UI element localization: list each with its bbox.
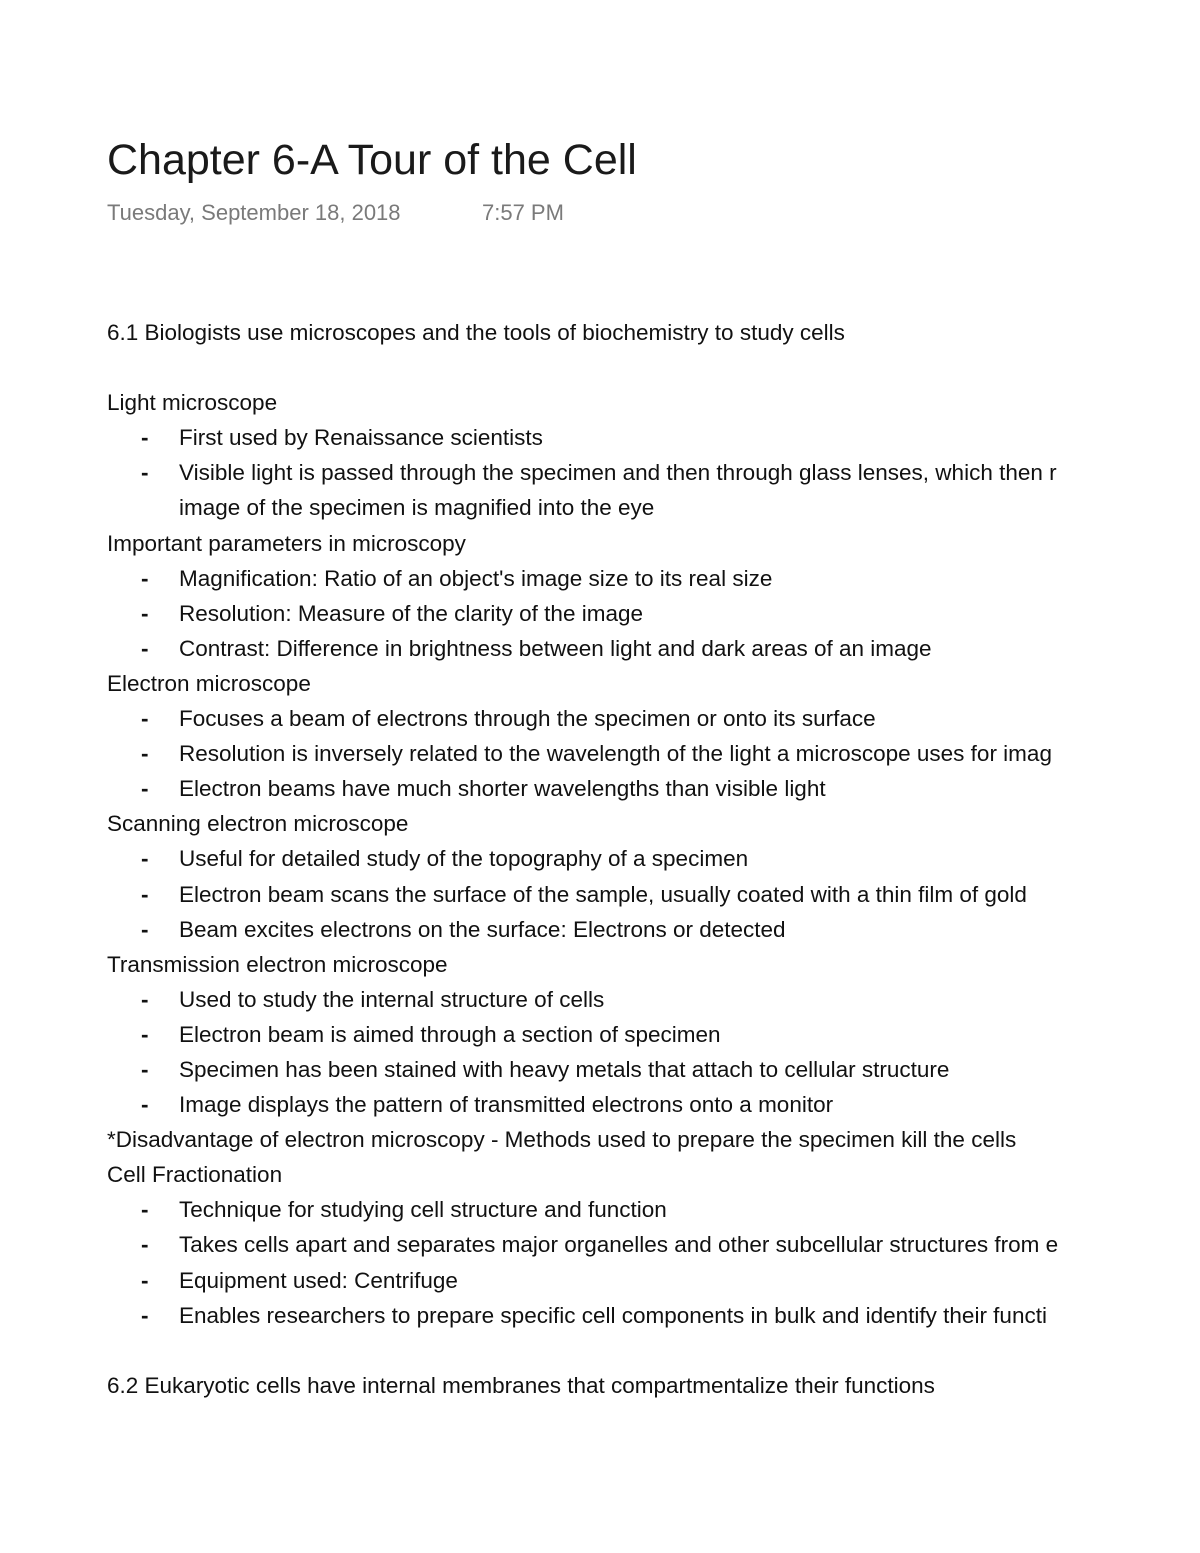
page-metadata (107, 198, 564, 228)
bullet-item (107, 1263, 1200, 1298)
bullet-item (107, 1087, 1200, 1122)
bullet-item (107, 455, 1200, 490)
bullet-item (107, 1017, 1200, 1052)
bullet-text: Resolution is inversely related to the wavelength of the light a microscope uses for imag (179, 741, 1052, 767)
bullet-text: Electron beams have much shorter wavelengths than visible light (179, 776, 826, 802)
bullet-text: Focuses a beam of electrons through the specimen or onto its surface (179, 706, 876, 732)
bullet-item (107, 736, 1200, 771)
topic-heading-electron-microscope: Electron microscope (107, 670, 311, 696)
bullet-text: Beam excites electrons on the surface: Electrons or detected (179, 916, 786, 942)
bullet-dash: - (141, 776, 149, 802)
note-content (107, 315, 1200, 1403)
bullet-text: Image displays the pattern of transmitted electrons onto a monitor (179, 1092, 834, 1118)
section-heading-6-2: 6.2 Eukaryotic cells have internal membranes that compartmentalize their functions (107, 1372, 935, 1398)
bullet-text: Electron beam is aimed through a section of specimen (179, 1021, 721, 1047)
bullet-item (107, 841, 1200, 876)
bullet-dash: - (141, 1021, 149, 1047)
bullet-dash: - (141, 1056, 149, 1082)
bullet-dash: - (141, 1092, 149, 1118)
bullet-item (107, 561, 1200, 596)
note-time: 7:57 PM (482, 200, 564, 225)
bullet-item (107, 982, 1200, 1017)
bullet-dash: - (141, 881, 149, 907)
bullet-text: Takes cells apart and separates major organelles and other subcellular structures from e (179, 1232, 1059, 1258)
bullet-dash: - (141, 425, 149, 451)
bullet-item (107, 1192, 1200, 1227)
bullet-dash: - (141, 565, 149, 591)
bullet-item (107, 1052, 1200, 1087)
topic-heading-tem: Transmission electron microscope (107, 951, 448, 977)
bullet-continuation: image of the specimen is magnified into the eye (179, 495, 655, 521)
bullet-item (107, 420, 1200, 455)
bullet-dash: - (141, 1267, 149, 1293)
topic-heading-cell-fractionation: Cell Fractionation (107, 1162, 283, 1188)
bullet-item (107, 596, 1200, 631)
topic-heading-parameters: Important parameters in microscopy (107, 530, 466, 556)
bullet-text: Visible light is passed through the specimen and then through glass lenses, which then r (179, 460, 1057, 486)
bullet-item (107, 771, 1200, 806)
bullet-text: Used to study the internal structure of cells (179, 986, 605, 1012)
page-title: Chapter 6-A Tour of the Cell (107, 136, 637, 184)
note-date: Tuesday, September 18, 2018 (107, 200, 401, 225)
bullet-text: Electron beam scans the surface of the sample, usually coated with a thin film of gold (179, 881, 1027, 907)
bullet-text: First used by Renaissance scientists (179, 425, 543, 451)
topic-heading-sem: Scanning electron microscope (107, 811, 409, 837)
bullet-dash: - (141, 741, 149, 767)
bullet-item (107, 631, 1200, 666)
bullet-text: Enables researchers to prepare specific cell components in bulk and identify their functi (179, 1302, 1047, 1328)
bullet-text: Contrast: Difference in brightness between light and dark areas of an image (179, 635, 932, 661)
bullet-text: Technique for studying cell structure and function (179, 1197, 667, 1223)
bullet-dash: - (141, 916, 149, 942)
bullet-item (107, 1227, 1200, 1262)
bullet-dash: - (141, 1197, 149, 1223)
bullet-item (107, 912, 1200, 947)
section-heading-6-1: 6.1 Biologists use microscopes and the tools of biochemistry to study cells (107, 320, 845, 345)
topic-heading-light-microscope: Light microscope (107, 390, 278, 416)
blank-line (107, 1333, 1200, 1368)
bullet-item (107, 701, 1200, 736)
bullet-text: Useful for detailed study of the topography of a specimen (179, 846, 749, 872)
bullet-dash: - (141, 635, 149, 661)
bullet-item (107, 1298, 1200, 1333)
bullet-dash: - (141, 600, 149, 626)
bullet-dash: - (141, 460, 149, 486)
bullet-text: Resolution: Measure of the clarity of the image (179, 600, 643, 626)
bullet-text: Equipment used: Centrifuge (179, 1267, 458, 1293)
bullet-dash: - (141, 846, 149, 872)
disadvantage-note: *Disadvantage of electron microscopy - Methods used to prepare the specimen kill the cells (107, 1127, 1017, 1153)
bullet-dash: - (141, 706, 149, 732)
bullet-dash: - (141, 1232, 149, 1258)
blank-line (107, 350, 1200, 385)
bullet-dash: - (141, 986, 149, 1012)
bullet-text: Specimen has been stained with heavy metals that attach to cellular structure (179, 1056, 950, 1082)
bullet-text: Magnification: Ratio of an object's image size to its real size (179, 565, 773, 591)
bullet-dash: - (141, 1302, 149, 1328)
bullet-item (107, 877, 1200, 912)
